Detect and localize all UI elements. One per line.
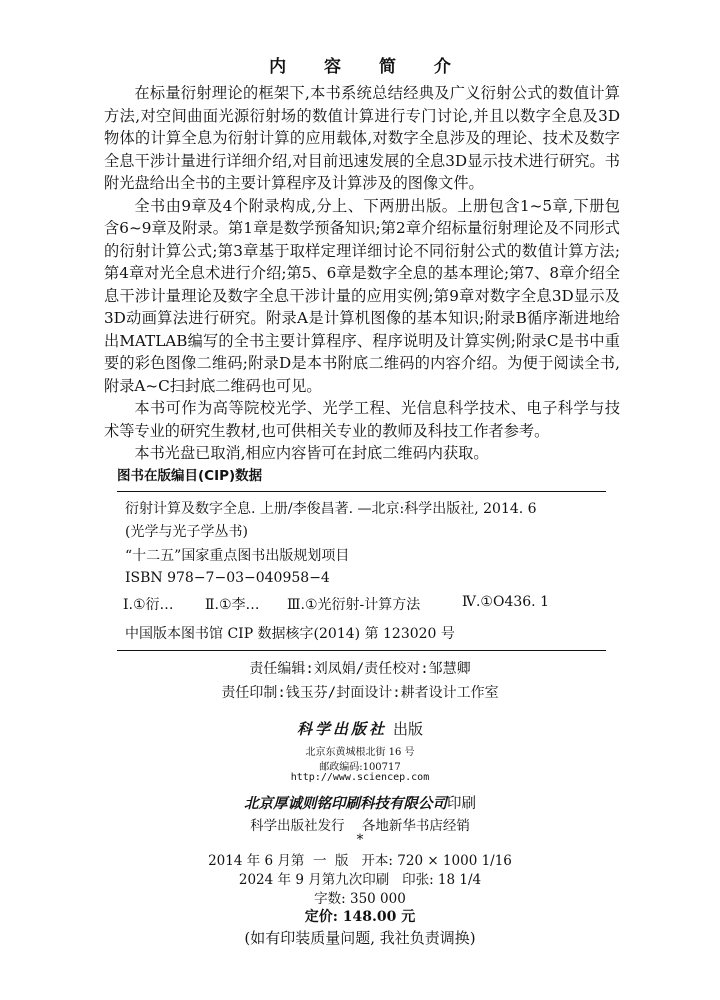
quality-notice: (如有印装质量问题, 我社负责调换) — [244, 929, 476, 947]
publisher-address: 北京东黄城根北街 16 号 — [305, 747, 415, 758]
publisher-url: http://www.sciencep.com — [290, 772, 430, 783]
cip-class-4: Ⅳ.①O436. 1 — [462, 594, 549, 610]
cip-class-2: Ⅱ.①李… — [205, 597, 260, 613]
cip-heading: 图书在版编目(CIP)数据 — [117, 468, 263, 484]
publisher-postcode: 邮政编码:100717 — [319, 762, 401, 773]
cip-library-number: 中国版本图书馆 CIP 数据核字(2014) 第 123020 号 — [125, 626, 455, 642]
page-title: 内 容 简 介 — [269, 57, 467, 77]
summary-paragraph: 本书光盘已取消,相应内容皆可在封底二维码内获取。 — [134, 444, 489, 462]
printing-line: 2024 年 9 月第九次印刷 印张: 18 1/4 — [238, 872, 482, 888]
publisher-suffix: 出版 — [393, 720, 424, 738]
summary-paragraph: 本书可作为高等院校光学、光学工程、光信息科学技术、电子科学与技术等专业的研究生教材,也可供相关专业的教师及科技工作者参考。 — [104, 399, 620, 440]
distribution-line: 科学出版社发行 各地新华书店经销 — [250, 818, 470, 834]
content-summary — [104, 82, 620, 465]
cip-class-1: Ⅰ.①衍… — [123, 597, 174, 613]
cip-class-3: Ⅲ.①光衍射-计算方法 — [287, 597, 421, 613]
price: 定价: 148.00 元 — [304, 909, 416, 925]
publisher-line — [0, 718, 720, 739]
cip-isbn: ISBN 978−7−03−040958−4 — [125, 570, 330, 586]
publisher-logo-name: 科学出版社 — [296, 720, 387, 738]
printer-name: 北京厚诚则铭印刷科技有限公司 — [244, 796, 447, 812]
divider — [117, 650, 606, 651]
separator-star: * — [356, 832, 364, 848]
word-count: 字数: 350 000 — [314, 891, 406, 907]
edition-line: 2014 年 6 月第 一 版 开本: 720 × 1000 1/16 — [208, 853, 512, 869]
cip-bibliographic-line: 衍射计算及数字全息. 上册/李俊昌著. —北京:科学出版社, 2014. 6 — [125, 501, 537, 517]
cip-series-line: (光学与光子学丛书) — [125, 524, 248, 540]
summary-paragraph: 全书由9章及4个附录构成,分上、下两册出版。上册包含1~5章,下册包含6~9章及附录。第1章是数学预备知识;第2章介绍标量衍射理论及不同形式的衍射计算公式;第3章基于取样定理详细讨论不同衍射公式的数值计算方法;第4章对光全息术进行介绍;第5、6章是数字全息的基本理论;第7、8章介绍全息干涉计量理论及数字全息干涉计量的应用实例;第9章对数字全息3D显示及3D动画算法进行研究。附录A是计算机图像的基本知识;附录B循序渐进地给出MATLAB编写的全书主要计算程序、程序说明及计算实例;附录C是书中重要的彩色图像二维码;附录D是本书附底二维码的内容介绍。为便于阅读全书,附录A~C扫封底二维码也可见。 — [104, 196, 620, 395]
divider — [117, 491, 606, 492]
printer-line — [0, 792, 720, 813]
editor-credits: 责任编辑:刘凤娟/责任校对:邹慧卿 — [249, 661, 471, 677]
production-credits: 责任印制:钱玉芬/封面设计:耕者设计工作室 — [221, 685, 499, 701]
printer-suffix: 印刷 — [447, 796, 476, 812]
cip-project-line: “十二五”国家重点图书出版规划项目 — [125, 548, 350, 564]
summary-paragraph: 在标量衍射理论的框架下,本书系统总结经典及广义衍射公式的数值计算方法,对空间曲面光源衍射场的数值计算进行专门讨论,并且以数字全息及3D物体的计算全息为衍射计算的应用载体,对数字全息涉及的理论、技术及数字全息干涉计量进行详细介绍,对目前迅速发展的全息3D显示技术进行研究。书附光盘给出全书的主要计算程序及计算涉及的图像文件。 — [104, 84, 620, 192]
